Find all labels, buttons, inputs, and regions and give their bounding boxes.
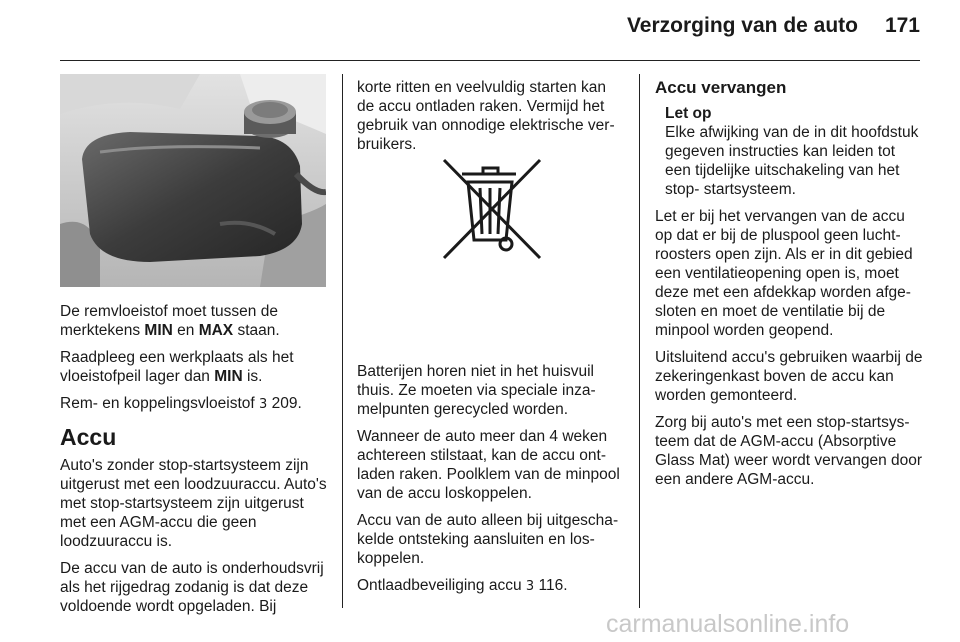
column-3 xyxy=(655,78,923,497)
note-title: Let op xyxy=(665,105,712,122)
paragraph: Ontlaadbeveiliging accu 3 116. xyxy=(357,577,568,594)
paragraph: Wanneer de auto meer dan 4 weken achtereen stilstaat, kan de accu ontladen raken. Poolklem van de minpool van de accu loskoppelen. xyxy=(357,428,620,502)
paragraph: Let er bij het vervangen van de accu op dat er bij de pluspool geen luchtroosters open zijn. Als er in dit gebied een ventilatieopening open is, moet deze met een afdekkap worden afgesloten en moet de ventilatie bij de minpool worden geopend. xyxy=(655,208,913,339)
paragraph: De accu van de auto is onderhoudsvrij als het rijgedrag zodanig is dat deze voldoende wordt opgeladen. Bij xyxy=(60,560,324,615)
paragraph: Zorg bij auto's met een stop-startsysteem dat de AGM-accu (Absorptive Glass Mat) weer wordt vervangen door een andere AGM-accu. xyxy=(655,414,923,488)
note-text: Elke afwijking van de in dit hoofdstuk gegeven instructies kan leiden tot een tijdelijke uitschakeling van het stop- startsysteem. xyxy=(665,124,919,198)
paragraph: Raadpleeg een werkplaats als het vloeistofpeil lager dan MIN is. xyxy=(60,349,294,385)
paragraph: Auto's zonder stop-startsysteem zijn uitgerust met een loodzuuraccu. Auto's met stop-startsysteem zijn uitgerust met een AGM-accu die geen loodzuuraccu is. xyxy=(60,457,327,550)
paragraph: Batterijen horen niet in het huisvuil thuis. Ze moeten via speciale inzamelpunten gerecycled worden. xyxy=(357,363,596,418)
chapter-title: Verzorging van de auto xyxy=(626,14,858,37)
watermark: carmanualsonline.info xyxy=(606,610,850,638)
page-number: 171 xyxy=(884,14,920,37)
header-divider xyxy=(60,60,920,61)
column-divider xyxy=(639,74,640,608)
page-reference-arrow: 3 xyxy=(259,397,268,412)
column-1 xyxy=(60,302,328,624)
paragraph: Uitsluitend accu's gebruiken waarbij de zekeringenkast boven de accu kan worden gemonteerd. xyxy=(655,349,923,404)
page-reference-arrow: 3 xyxy=(525,579,535,594)
paragraph: Accu van de auto alleen bij uitgeschakelde ontsteking aansluiten en loskoppelen. xyxy=(357,512,619,567)
paragraph: korte ritten en veelvuldig starten kan de accu ontladen raken. Vermijd het gebruik van onnodige elektrische verbruikers. xyxy=(357,79,615,153)
brake-fluid-reservoir-photo xyxy=(60,74,326,287)
crossed-out-bin-icon xyxy=(436,156,548,262)
paragraph: Rem- en koppelingsvloeistof 3 209. xyxy=(60,395,302,412)
column-divider xyxy=(342,74,343,608)
paragraph: De remvloeistof moet tussen de merktekens MIN en MAX staan. xyxy=(60,303,280,339)
section-heading: Accu xyxy=(60,424,117,450)
note-box xyxy=(665,104,923,199)
section-heading: Accu vervangen xyxy=(655,78,787,97)
